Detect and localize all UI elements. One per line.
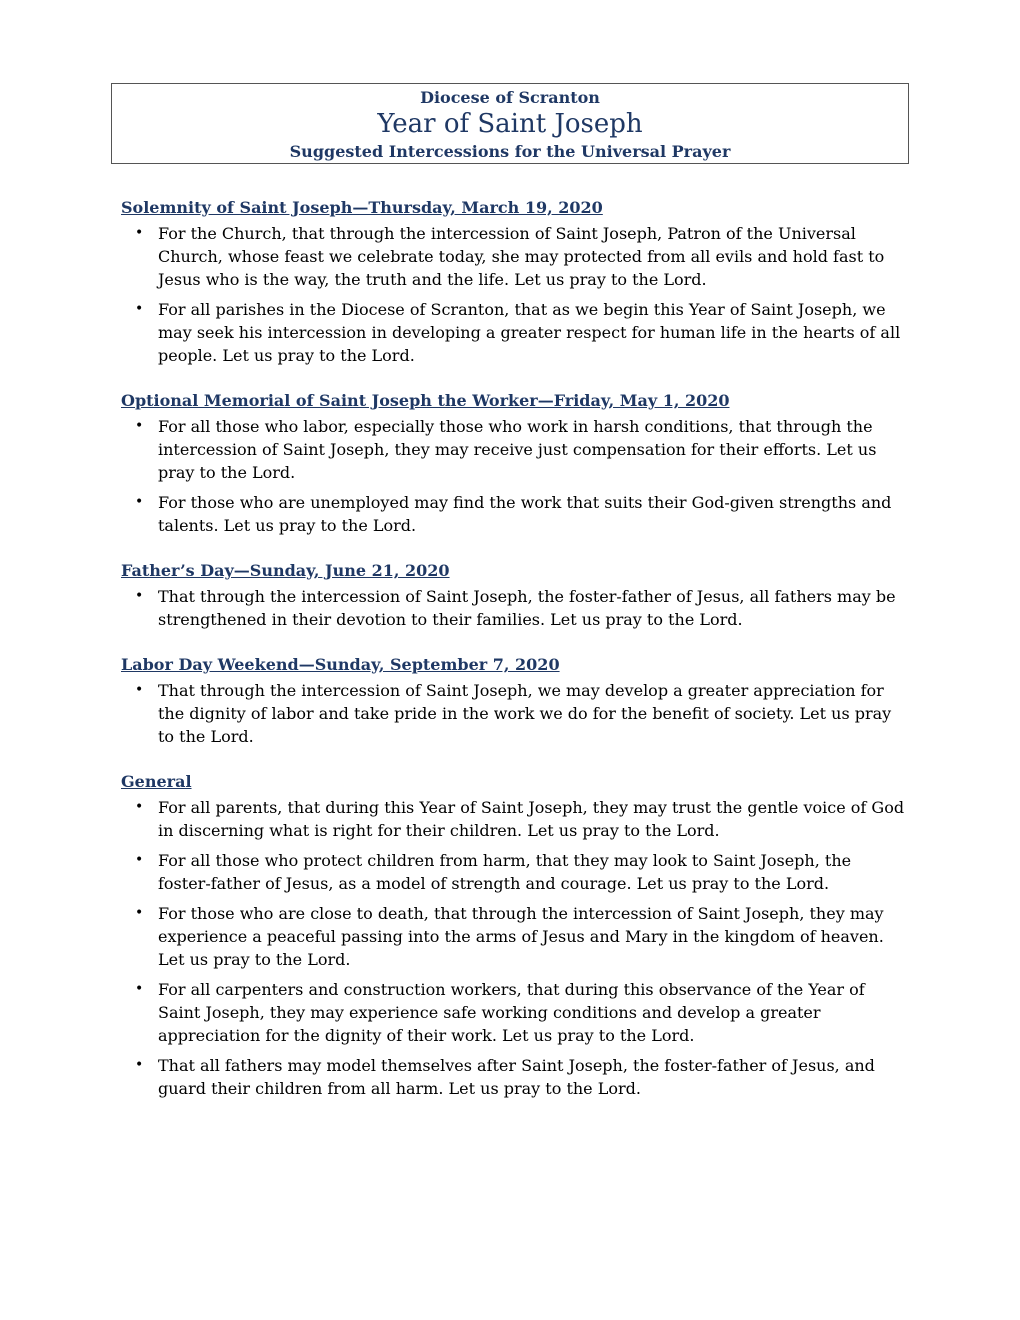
intercession-text: That all fathers may model themselves after Saint Joseph, the foster-father of Jesus, and guard their children from all harm. Let us pray to the Lord. [158,1056,875,1098]
document-subtitle: Suggested Intercessions for the Universal Prayer [289,142,731,161]
intercession-item [121,222,906,291]
document-body [121,197,906,1123]
intercession-item [121,415,906,484]
bullet-icon: • [135,494,144,510]
intercession-item [121,902,906,971]
section-heading: General [121,772,192,791]
bullet-icon: • [135,852,144,868]
document-title: Year of Saint Joseph [377,109,643,139]
intercession-list [121,679,906,748]
intercession-item [121,298,906,367]
bullet-icon: • [135,418,144,434]
section-solemnity [121,197,906,367]
section-heading: Father’s Day—Sunday, June 21, 2020 [121,561,450,580]
section-fathers-day [121,560,906,631]
section-heading: Labor Day Weekend—Sunday, September 7, 2020 [121,655,560,674]
intercession-list [121,222,906,367]
intercession-list [121,585,906,631]
section-worker [121,390,906,537]
intercession-item [121,849,906,895]
intercession-text: For all those who protect children from harm, that they may look to Saint Joseph, the foster-father of Jesus, as a model of strength and courage. Let us pray to the Lord. [158,851,852,893]
diocese-name: Diocese of Scranton [420,88,600,107]
intercession-item [121,796,906,842]
intercession-text: For all parishes in the Diocese of Scranton, that as we begin this Year of Saint Joseph, we may seek his intercession in developing a greater respect for human life in the hearts of all people. Let us pray to the Lord. [158,300,901,365]
section-labor-day [121,654,906,748]
intercession-text: For those who are unemployed may find the work that suits their God-given strengths and talents. Let us pray to the Lord. [158,493,892,535]
bullet-icon: • [135,981,144,997]
document-header [111,83,909,164]
section-general [121,771,906,1100]
bullet-icon: • [135,682,144,698]
intercession-text: For all those who labor, especially those who work in harsh conditions, that through the intercession of Saint Joseph, they may receive just compensation for their efforts. Let us pray to the Lord. [158,417,877,482]
intercession-text: For those who are close to death, that through the intercession of Saint Joseph, they may experience a peaceful passing into the arms of Jesus and Mary in the kingdom of heaven. Let us pray to the Lord. [158,904,884,969]
intercession-text: For the Church, that through the intercession of Saint Joseph, Patron of the Universal Church, whose feast we celebrate today, she may protected from all evils and hold fast to Jesus who is the way, the truth and the life. Let us pray to the Lord. [158,224,885,289]
intercession-list [121,415,906,537]
intercession-item [121,491,906,537]
intercession-item [121,1054,906,1100]
section-heading: Optional Memorial of Saint Joseph the Worker—Friday, May 1, 2020 [121,391,730,410]
bullet-icon: • [135,225,144,241]
bullet-icon: • [135,1057,144,1073]
intercession-text: For all parents, that during this Year of Saint Joseph, they may trust the gentle voice of God in discerning what is right for their children. Let us pray to the Lord. [158,798,905,840]
intercession-list [121,796,906,1100]
bullet-icon: • [135,905,144,921]
bullet-icon: • [135,799,144,815]
intercession-item [121,585,906,631]
intercession-item [121,679,906,748]
intercession-item [121,978,906,1047]
intercession-text: For all carpenters and construction workers, that during this observance of the Year of Saint Joseph, they may experience safe working conditions and develop a greater appreciation for the dignity of their work. Let us pray to the Lord. [158,980,865,1045]
bullet-icon: • [135,588,144,604]
intercession-text: That through the intercession of Saint Joseph, the foster-father of Jesus, all fathers may be strengthened in their devotion to their families. Let us pray to the Lord. [158,587,896,629]
section-heading: Solemnity of Saint Joseph—Thursday, March 19, 2020 [121,198,603,217]
intercession-text: That through the intercession of Saint Joseph, we may develop a greater appreciation for the dignity of labor and take pride in the work we do for the benefit of society. Let us pray to the Lord. [158,681,892,746]
bullet-icon: • [135,301,144,317]
